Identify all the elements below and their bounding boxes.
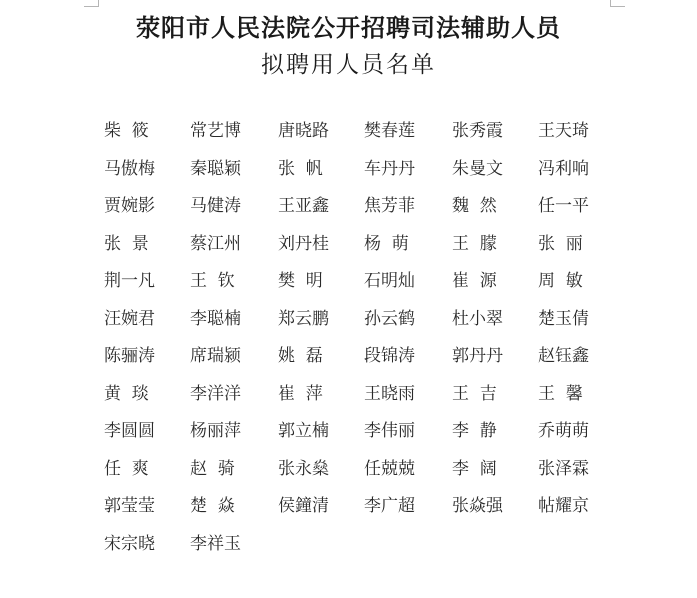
person-name: 焦芳菲 — [364, 196, 415, 216]
person-name: 秦聪颖 — [190, 158, 241, 179]
person-name: 任 爽 — [104, 458, 149, 479]
person-name: 冯利响 — [538, 158, 589, 179]
person-name: 刘丹桂 — [278, 233, 329, 254]
person-name: 马健涛 — [190, 196, 241, 216]
name-row — [96, 418, 616, 456]
person-name: 王 钦 — [190, 271, 235, 291]
person-name: 孙云鹤 — [364, 308, 415, 329]
person-name: 郭莹莹 — [104, 496, 155, 516]
name-row — [96, 268, 616, 306]
name-row — [96, 193, 616, 231]
person-name: 崔 萍 — [278, 383, 323, 404]
person-name: 王 馨 — [538, 383, 583, 404]
person-name: 宋宗晓 — [104, 533, 155, 554]
person-name: 柴 筱 — [104, 121, 149, 141]
person-name: 王 朦 — [452, 233, 497, 254]
person-name: 段锦涛 — [364, 346, 415, 366]
person-name: 张焱强 — [452, 496, 503, 516]
person-name: 朱曼文 — [452, 158, 503, 179]
person-name: 陈骊涛 — [104, 346, 155, 366]
person-name: 车丹丹 — [364, 158, 415, 179]
person-name: 郑云鹏 — [278, 308, 329, 329]
person-name: 荆一凡 — [104, 271, 155, 291]
person-name: 赵钰鑫 — [538, 346, 589, 366]
person-name: 李广超 — [364, 496, 415, 516]
name-row — [96, 493, 616, 531]
person-name: 张 景 — [104, 233, 149, 254]
person-name: 张 丽 — [538, 233, 583, 254]
person-name: 王晓雨 — [364, 383, 415, 404]
person-name: 常艺博 — [190, 121, 241, 141]
person-name: 郭丹丹 — [452, 346, 503, 366]
document-subtitle: 拟聘用人员名单 — [261, 52, 436, 78]
person-name: 郭立楠 — [278, 421, 329, 441]
person-name: 张永燊 — [278, 458, 329, 479]
page-corner-mark-left — [84, 0, 99, 7]
person-name: 李聪楠 — [190, 308, 241, 329]
name-row — [96, 456, 616, 494]
name-row — [96, 156, 616, 194]
name-row — [96, 306, 616, 344]
name-list — [96, 118, 616, 568]
person-name: 杨 萌 — [364, 233, 409, 254]
person-name: 乔萌萌 — [538, 421, 589, 441]
person-name: 张泽霖 — [538, 458, 589, 479]
document-title: 荥阳市人民法院公开招聘司法辅助人员 — [136, 13, 561, 42]
person-name: 王 吉 — [452, 383, 497, 404]
person-name: 樊 明 — [278, 271, 323, 291]
person-name: 李圆圆 — [104, 421, 155, 441]
person-name: 张秀霞 — [452, 121, 503, 141]
person-name: 姚 磊 — [278, 346, 323, 366]
person-name: 张 帆 — [278, 158, 323, 179]
person-name: 席瑞颍 — [190, 346, 241, 366]
person-name: 樊春莲 — [364, 121, 415, 141]
person-name: 李祥玉 — [190, 533, 241, 554]
person-name: 石明灿 — [364, 271, 415, 291]
person-name: 唐晓路 — [278, 121, 329, 141]
person-name: 任兢兢 — [364, 458, 415, 479]
person-name: 李洋洋 — [190, 383, 241, 404]
person-name: 侯鐘清 — [278, 496, 329, 516]
name-row — [96, 531, 616, 569]
person-name: 贾婉影 — [104, 196, 155, 216]
person-name: 崔 源 — [452, 271, 497, 291]
person-name: 马傲梅 — [104, 158, 155, 179]
person-name: 李伟丽 — [364, 421, 415, 441]
name-row — [96, 343, 616, 381]
name-row — [96, 231, 616, 269]
person-name: 王天琦 — [538, 121, 589, 141]
person-name: 赵 骑 — [190, 458, 235, 479]
person-name: 任一平 — [538, 196, 589, 216]
person-name: 周 敏 — [538, 271, 583, 291]
person-name: 黄 琰 — [104, 383, 149, 404]
person-name: 杜小翠 — [452, 308, 503, 329]
name-row — [96, 381, 616, 419]
person-name: 楚 焱 — [190, 496, 235, 516]
person-name: 帖耀京 — [538, 496, 589, 516]
person-name: 王亚鑫 — [278, 196, 329, 216]
person-name: 魏 然 — [452, 196, 497, 216]
page-corner-mark-right — [610, 0, 625, 7]
person-name: 汪婉君 — [104, 308, 155, 329]
person-name: 李 静 — [452, 421, 497, 441]
person-name: 杨丽萍 — [190, 421, 241, 441]
person-name: 李 阔 — [452, 458, 497, 479]
person-name: 楚玉倩 — [538, 308, 589, 329]
person-name: 蔡江州 — [190, 233, 241, 254]
name-row — [96, 118, 616, 156]
